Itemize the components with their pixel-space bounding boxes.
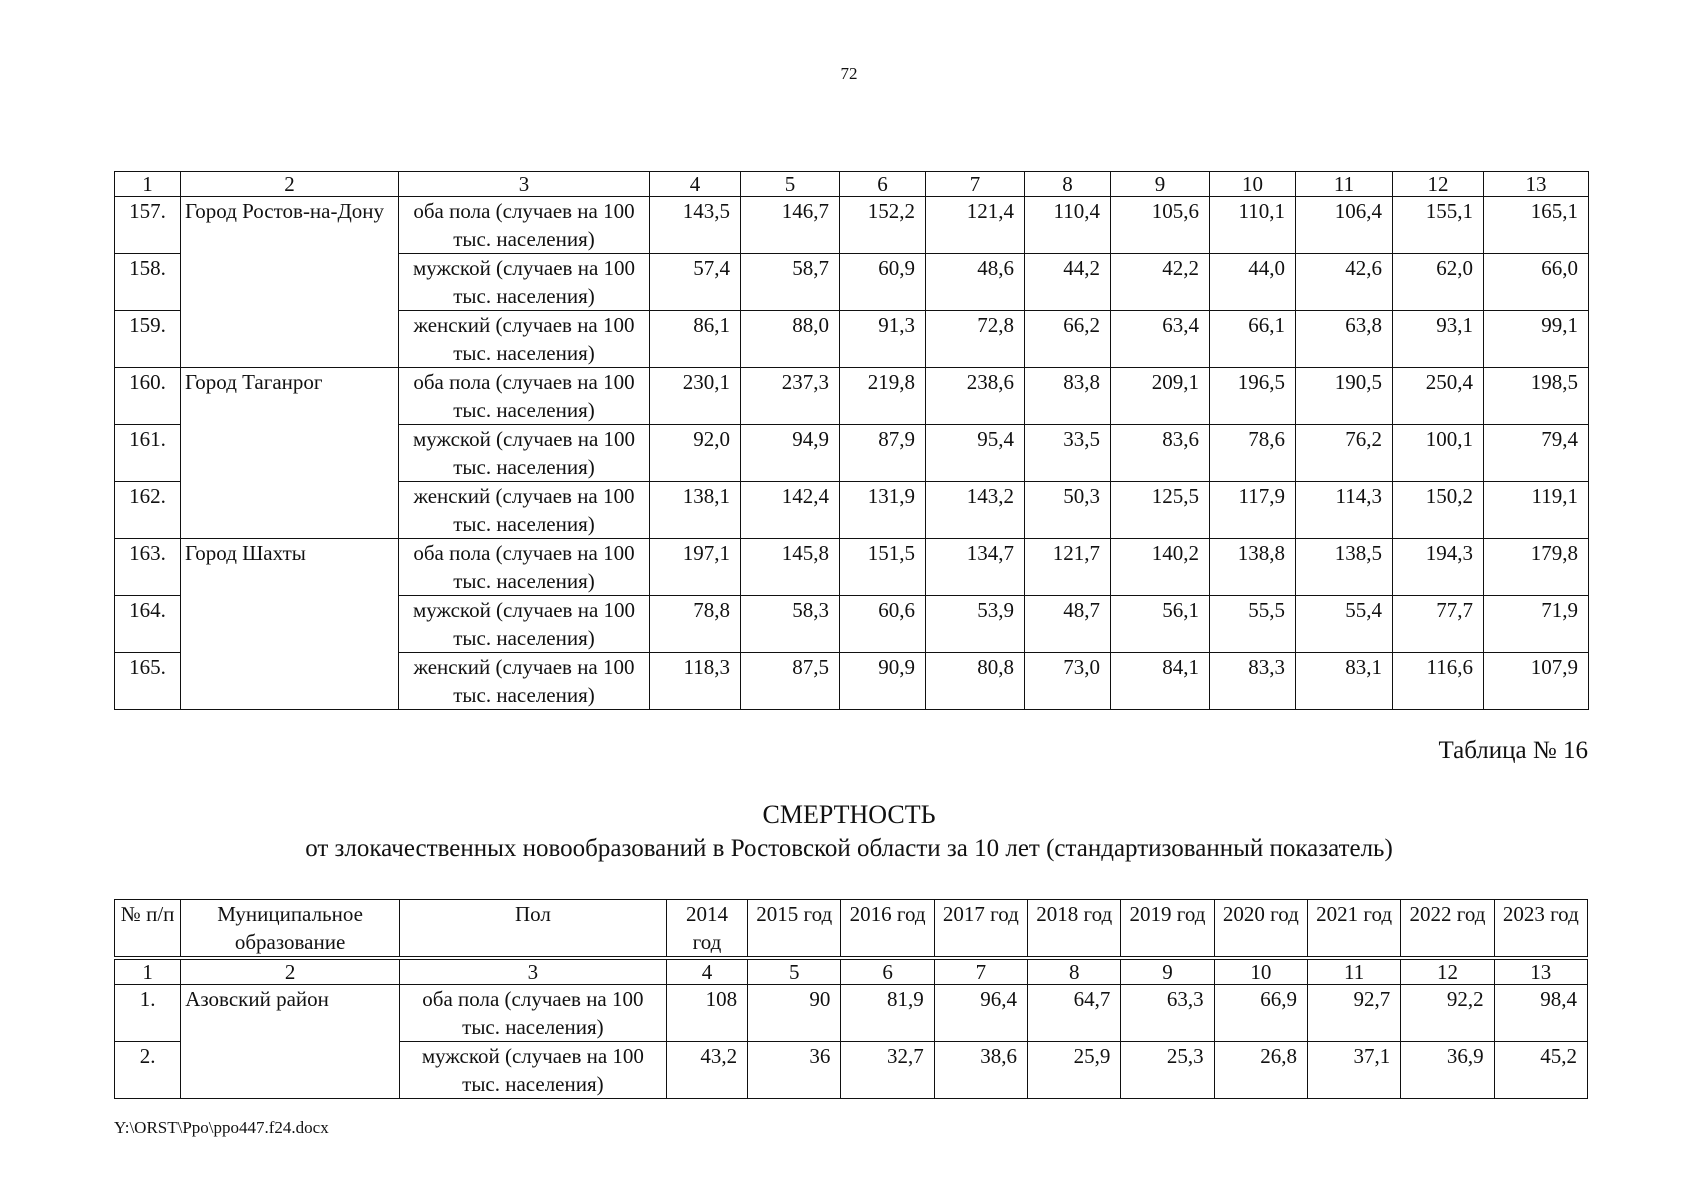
value-cell: 145,8 — [741, 539, 840, 596]
column-header: 2019 год — [1121, 900, 1214, 959]
value-cell: 73,0 — [1025, 653, 1111, 710]
column-number: 4 — [650, 172, 741, 197]
value-cell: 134,7 — [926, 539, 1025, 596]
value-cell: 42,6 — [1296, 254, 1393, 311]
column-number: 11 — [1296, 172, 1393, 197]
row-number: 157. — [115, 197, 181, 254]
value-cell: 57,4 — [650, 254, 741, 311]
value-cell: 58,3 — [741, 596, 840, 653]
value-cell: 84,1 — [1111, 653, 1210, 710]
value-cell: 96,4 — [934, 985, 1027, 1042]
value-cell: 77,7 — [1393, 596, 1484, 653]
value-cell: 146,7 — [741, 197, 840, 254]
column-number: 7 — [934, 958, 1027, 985]
column-number: 9 — [1111, 172, 1210, 197]
value-cell: 90,9 — [840, 653, 926, 710]
sex-category: мужской (случаев на 100 тыс. населения) — [399, 1042, 666, 1099]
value-cell: 91,3 — [840, 311, 926, 368]
mortality-table — [114, 899, 1588, 1099]
value-cell: 197,1 — [650, 539, 741, 596]
column-header: 2016 год — [841, 900, 934, 959]
value-cell: 83,1 — [1296, 653, 1393, 710]
sex-category: оба пола (случаев на 100 тыс. населения) — [399, 985, 666, 1042]
column-number: 10 — [1214, 958, 1307, 985]
value-cell: 56,1 — [1111, 596, 1210, 653]
municipality-name: Азовский район — [181, 985, 400, 1099]
value-cell: 138,5 — [1296, 539, 1393, 596]
column-number: 3 — [399, 958, 666, 985]
column-header: Пол — [399, 900, 666, 959]
table-row — [115, 197, 1589, 254]
value-cell: 110,1 — [1210, 197, 1296, 254]
value-cell: 142,4 — [741, 482, 840, 539]
value-cell: 138,1 — [650, 482, 741, 539]
value-cell: 83,8 — [1025, 368, 1111, 425]
sex-category: мужской (случаев на 100 тыс. населения) — [399, 254, 650, 311]
row-number: 160. — [115, 368, 181, 425]
sex-category: оба пола (случаев на 100 тыс. населения) — [399, 197, 650, 254]
value-cell: 138,8 — [1210, 539, 1296, 596]
sex-category: оба пола (случаев на 100 тыс. населения) — [399, 368, 650, 425]
value-cell: 36,9 — [1401, 1042, 1494, 1099]
municipality-name: Город Ростов-на-Дону — [181, 197, 399, 368]
row-number: 163. — [115, 539, 181, 596]
value-cell: 80,8 — [926, 653, 1025, 710]
municipality-name: Город Шахты — [181, 539, 399, 710]
value-cell: 43,2 — [666, 1042, 747, 1099]
value-cell: 238,6 — [926, 368, 1025, 425]
column-number: 8 — [1028, 958, 1121, 985]
value-cell: 45,2 — [1494, 1042, 1587, 1099]
column-number: 2 — [181, 958, 400, 985]
value-cell: 194,3 — [1393, 539, 1484, 596]
value-cell: 99,1 — [1484, 311, 1589, 368]
column-header: 2021 год — [1307, 900, 1400, 959]
value-cell: 116,6 — [1393, 653, 1484, 710]
column-number: 10 — [1210, 172, 1296, 197]
column-header: 2015 год — [748, 900, 841, 959]
column-header: 2023 год — [1494, 900, 1587, 959]
value-cell: 219,8 — [840, 368, 926, 425]
value-cell: 63,4 — [1111, 311, 1210, 368]
column-number: 12 — [1401, 958, 1494, 985]
row-number: 165. — [115, 653, 181, 710]
value-cell: 105,6 — [1111, 197, 1210, 254]
value-cell: 114,3 — [1296, 482, 1393, 539]
value-cell: 53,9 — [926, 596, 1025, 653]
value-cell: 209,1 — [1111, 368, 1210, 425]
value-cell: 90 — [748, 985, 841, 1042]
value-cell: 83,3 — [1210, 653, 1296, 710]
value-cell: 198,5 — [1484, 368, 1589, 425]
value-cell: 79,4 — [1484, 425, 1589, 482]
value-cell: 55,4 — [1296, 596, 1393, 653]
value-cell: 92,2 — [1401, 985, 1494, 1042]
value-cell: 92,7 — [1307, 985, 1400, 1042]
column-number: 6 — [841, 958, 934, 985]
value-cell: 88,0 — [741, 311, 840, 368]
table-subtitle: от злокачественных новообразований в Ростовской области за 10 лет (стандартизованный показатель) — [305, 835, 1393, 862]
value-cell: 42,2 — [1111, 254, 1210, 311]
value-cell: 119,1 — [1484, 482, 1589, 539]
row-number: 2. — [115, 1042, 181, 1099]
column-number: 7 — [926, 172, 1025, 197]
sex-category: мужской (случаев на 100 тыс. населения) — [399, 425, 650, 482]
value-cell: 32,7 — [841, 1042, 934, 1099]
value-cell: 100,1 — [1393, 425, 1484, 482]
value-cell: 165,1 — [1484, 197, 1589, 254]
column-number: 1 — [115, 172, 181, 197]
value-cell: 110,4 — [1025, 197, 1111, 254]
value-cell: 143,5 — [650, 197, 741, 254]
value-cell: 64,7 — [1028, 985, 1121, 1042]
row-number: 161. — [115, 425, 181, 482]
row-number: 158. — [115, 254, 181, 311]
column-number: 5 — [741, 172, 840, 197]
value-cell: 48,7 — [1025, 596, 1111, 653]
value-cell: 76,2 — [1296, 425, 1393, 482]
value-cell: 25,3 — [1121, 1042, 1214, 1099]
column-header: 2017 год — [934, 900, 1027, 959]
row-number: 164. — [115, 596, 181, 653]
value-cell: 152,2 — [840, 197, 926, 254]
table-label: Таблица № 16 — [1438, 737, 1588, 764]
value-cell: 131,9 — [840, 482, 926, 539]
value-cell: 66,1 — [1210, 311, 1296, 368]
value-cell: 60,6 — [840, 596, 926, 653]
value-cell: 55,5 — [1210, 596, 1296, 653]
value-cell: 108 — [666, 985, 747, 1042]
row-number: 159. — [115, 311, 181, 368]
value-cell: 25,9 — [1028, 1042, 1121, 1099]
value-cell: 58,7 — [741, 254, 840, 311]
sex-category: мужской (случаев на 100 тыс. населения) — [399, 596, 650, 653]
value-cell: 190,5 — [1296, 368, 1393, 425]
column-number: 13 — [1484, 172, 1589, 197]
value-cell: 44,0 — [1210, 254, 1296, 311]
value-cell: 121,4 — [926, 197, 1025, 254]
value-cell: 81,9 — [841, 985, 934, 1042]
value-cell: 36 — [748, 1042, 841, 1099]
value-cell: 86,1 — [650, 311, 741, 368]
sex-category: оба пола (случаев на 100 тыс. населения) — [399, 539, 650, 596]
column-header: 2020 год — [1214, 900, 1307, 959]
value-cell: 179,8 — [1484, 539, 1589, 596]
value-cell: 66,2 — [1025, 311, 1111, 368]
column-number-row — [115, 958, 1588, 985]
value-cell: 83,6 — [1111, 425, 1210, 482]
value-cell: 62,0 — [1393, 254, 1484, 311]
page-number: 72 — [840, 64, 858, 83]
value-cell: 50,3 — [1025, 482, 1111, 539]
table-title: СМЕРТНОСТЬ — [762, 800, 936, 829]
value-cell: 48,6 — [926, 254, 1025, 311]
value-cell: 60,9 — [840, 254, 926, 311]
column-header: № п/п — [115, 900, 181, 959]
value-cell: 63,3 — [1121, 985, 1214, 1042]
table-row — [115, 539, 1589, 596]
row-number: 162. — [115, 482, 181, 539]
sex-category: женский (случаев на 100 тыс. населения) — [399, 653, 650, 710]
sex-category: женский (случаев на 100 тыс. населения) — [399, 311, 650, 368]
column-number: 11 — [1307, 958, 1400, 985]
value-cell: 118,3 — [650, 653, 741, 710]
value-cell: 78,8 — [650, 596, 741, 653]
value-cell: 26,8 — [1214, 1042, 1307, 1099]
column-number: 13 — [1494, 958, 1587, 985]
column-number: 2 — [181, 172, 399, 197]
column-number-row — [115, 172, 1589, 197]
value-cell: 38,6 — [934, 1042, 1027, 1099]
value-cell: 196,5 — [1210, 368, 1296, 425]
value-cell: 237,3 — [741, 368, 840, 425]
value-cell: 150,2 — [1393, 482, 1484, 539]
value-cell: 140,2 — [1111, 539, 1210, 596]
column-number: 12 — [1393, 172, 1484, 197]
table-row — [115, 368, 1589, 425]
value-cell: 155,1 — [1393, 197, 1484, 254]
value-cell: 33,5 — [1025, 425, 1111, 482]
value-cell: 230,1 — [650, 368, 741, 425]
row-number: 1. — [115, 985, 181, 1042]
column-number: 4 — [666, 958, 747, 985]
column-number: 5 — [748, 958, 841, 985]
column-number: 9 — [1121, 958, 1214, 985]
value-cell: 37,1 — [1307, 1042, 1400, 1099]
header-row — [115, 900, 1588, 959]
value-cell: 106,4 — [1296, 197, 1393, 254]
value-cell: 66,0 — [1484, 254, 1589, 311]
value-cell: 72,8 — [926, 311, 1025, 368]
column-header: Муниципальное образование — [181, 900, 400, 959]
value-cell: 94,9 — [741, 425, 840, 482]
value-cell: 98,4 — [1494, 985, 1587, 1042]
value-cell: 63,8 — [1296, 311, 1393, 368]
municipality-name: Город Таганрог — [181, 368, 399, 539]
column-header: 2022 год — [1401, 900, 1494, 959]
column-number: 8 — [1025, 172, 1111, 197]
value-cell: 95,4 — [926, 425, 1025, 482]
value-cell: 143,2 — [926, 482, 1025, 539]
column-number: 1 — [115, 958, 181, 985]
value-cell: 87,9 — [840, 425, 926, 482]
value-cell: 71,9 — [1484, 596, 1589, 653]
value-cell: 66,9 — [1214, 985, 1307, 1042]
value-cell: 93,1 — [1393, 311, 1484, 368]
value-cell: 44,2 — [1025, 254, 1111, 311]
value-cell: 250,4 — [1393, 368, 1484, 425]
column-header: 2018 год — [1028, 900, 1121, 959]
table-row — [115, 985, 1588, 1042]
value-cell: 92,0 — [650, 425, 741, 482]
value-cell: 107,9 — [1484, 653, 1589, 710]
column-number: 3 — [399, 172, 650, 197]
value-cell: 151,5 — [840, 539, 926, 596]
value-cell: 121,7 — [1025, 539, 1111, 596]
column-number: 6 — [840, 172, 926, 197]
value-cell: 87,5 — [741, 653, 840, 710]
data-table-continued — [114, 171, 1589, 710]
sex-category: женский (случаев на 100 тыс. населения) — [399, 482, 650, 539]
value-cell: 117,9 — [1210, 482, 1296, 539]
column-header: 2014 год — [666, 900, 747, 959]
footer-file-path: Y:\ORST\Ppo\ppo447.f24.docx — [114, 1118, 329, 1137]
value-cell: 78,6 — [1210, 425, 1296, 482]
value-cell: 125,5 — [1111, 482, 1210, 539]
